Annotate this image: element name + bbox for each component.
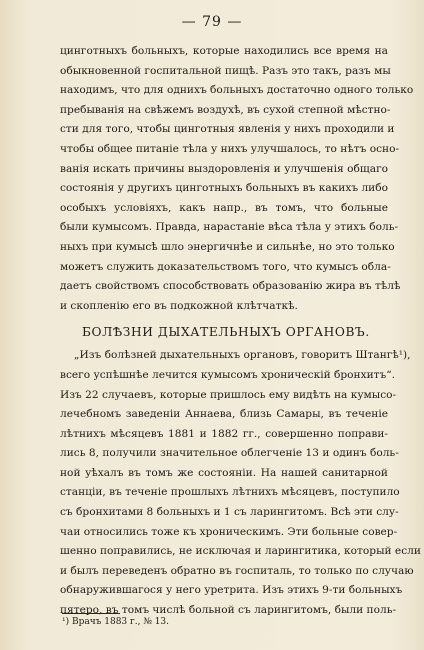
text-line: шенно поправились, не исключая и ларингитика, который если — [60, 545, 421, 558]
text-line: лечебномъ заведеніи Аннаева, близь Самары, въ теченіе — [60, 408, 388, 421]
text-line: ванія искать причины выздоровленія и улучшенія общаго — [60, 162, 388, 175]
text-line: всего успѣшнѣе лечится кумысомъ хроническій бронхитъ“. — [60, 368, 396, 381]
text-line: Изъ 22 случаевъ, которые пришлось ему видѣть на кумысо- — [60, 388, 397, 401]
text-line: ныхъ при кумысѣ шло энергичнѣе и сильнѣе, но это только — [60, 240, 395, 253]
text-line: чаи относились тоже къ хроническимъ. Эти больные совер- — [60, 525, 398, 538]
text-line: пятеро, въ томъ числѣ больной съ ларингитомъ, были поль- — [60, 604, 397, 617]
text-line: и былъ переведенъ обратно въ госпиталь, то только по случаю — [60, 564, 414, 577]
text-line: лись 8, получили значительное облегченіе 13 и одинъ боль- — [60, 447, 399, 460]
text-line: обыкновенной госпитальной пищѣ. Разъ это такъ, разъ мы — [60, 64, 391, 77]
body-text — [60, 42, 421, 621]
text-line: съ бронхитами 8 больныхъ и 1 съ ларингитомъ. Всѣ эти слу- — [60, 506, 399, 519]
text-line: пребыванія на свѣжемъ воздухѣ, въ сухой степной мѣстно- — [60, 103, 391, 116]
paragraph — [60, 42, 414, 316]
text-line: ной уѣхалъ въ томъ же состояніи. На нашей санитарной — [60, 466, 388, 479]
footnote: ¹) Врачъ 1883 г., № 13. — [62, 617, 170, 627]
text-line: находимъ, что для однихъ больныхъ достаточно одного только — [60, 84, 414, 97]
text-line: состоянія у другихъ цинготныхъ больныхъ въ какихъ либо — [60, 182, 388, 195]
page-number: — 79 — — [181, 14, 243, 30]
text-line: обнаружившагося у него уретрита. Изъ этихъ 9-ти больныхъ — [60, 584, 403, 597]
text-line: можетъ служить доказательствомъ того, что кумысъ обла- — [60, 260, 391, 273]
text-line: станціи, въ теченіе прошлыхъ лѣтнихъ мѣсяцевъ, поступило — [60, 486, 400, 499]
text-line: были кумысомъ. Правда, нарастаніе вѣса тѣла у этихъ боль- — [60, 221, 399, 234]
text-line: сти для того, чтобы цинготныя явленія у нихъ проходили и — [60, 123, 395, 136]
text-line: чтобы общее питаніе тѣла у нихъ улучшалось, то нѣтъ осно- — [60, 142, 400, 155]
text-line: „Изъ болѣзней дыхательныхъ органовъ, говоритъ Штангѣ¹), — [74, 349, 411, 362]
text-line: и скопленію его въ подкожной клѣтчаткѣ. — [60, 299, 298, 312]
text-line: даетъ свойствомъ способствовать образованію жира въ тѣлѣ — [60, 280, 401, 293]
text-line: цинготныхъ больныхъ, которые находились все время на — [60, 45, 388, 57]
section-heading: БОЛѢЗНИ ДЫХАТЕЛЬНЫХЪ ОРГАНОВЪ. — [82, 325, 370, 340]
footnote-divider — [62, 613, 120, 614]
text-line: лѣтнихъ мѣсяцевъ 1881 и 1882 гг., совершенно поправи- — [60, 427, 388, 440]
paragraph — [60, 346, 421, 620]
text-line: особыхъ условіяхъ, какъ напр., въ томъ, что больные — [60, 201, 388, 214]
